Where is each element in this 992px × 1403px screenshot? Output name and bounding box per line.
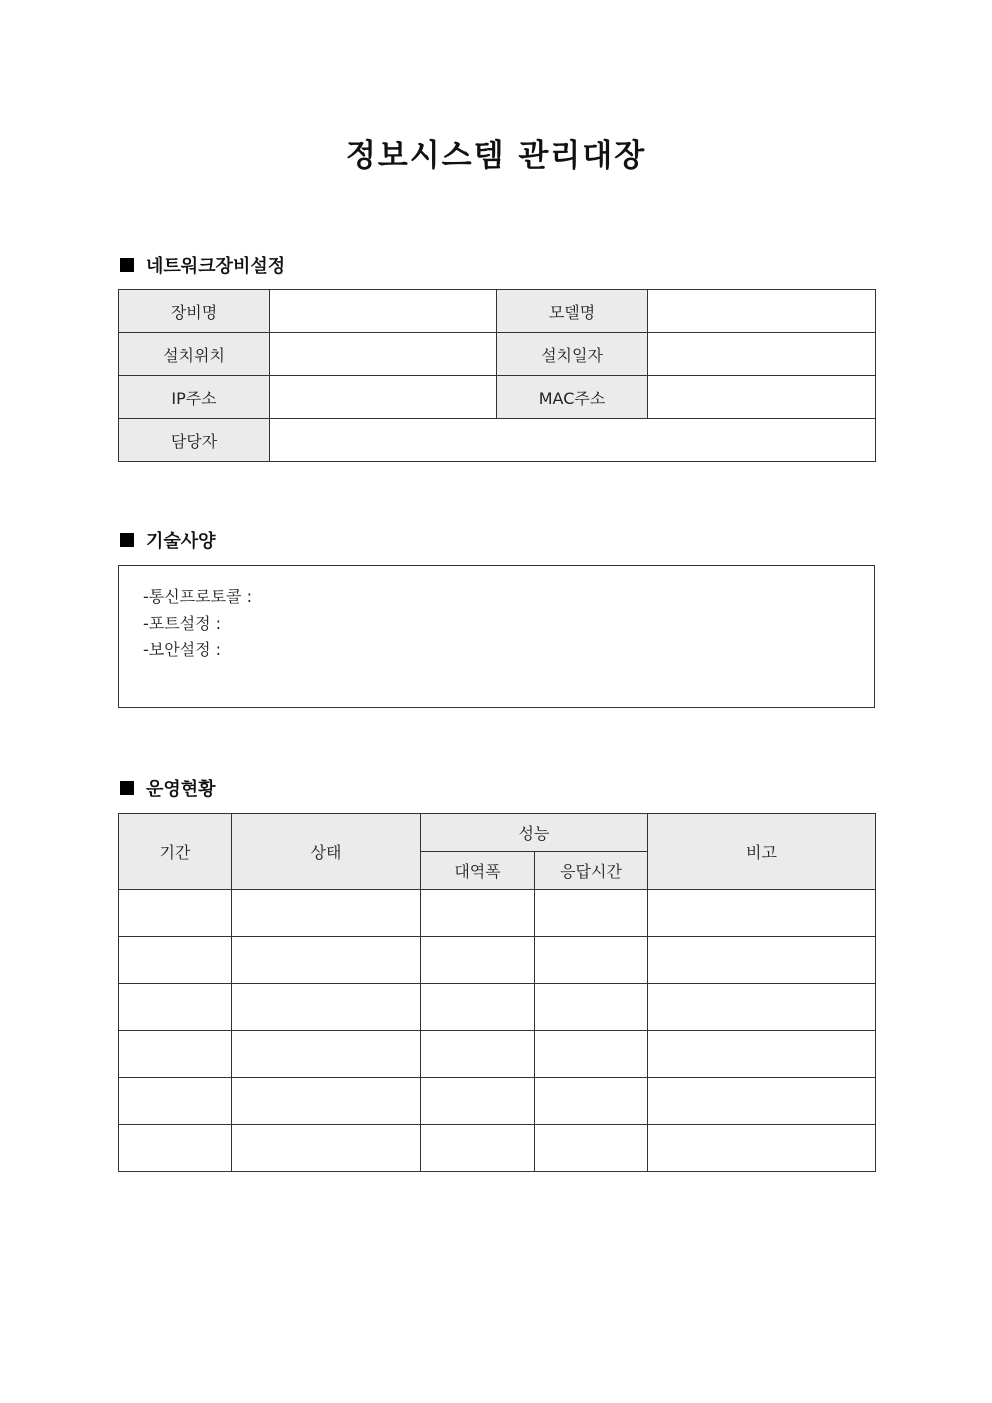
spec-line-protocol: -통신프로토콜 :: [143, 587, 252, 606]
header-status: 상태: [232, 814, 421, 890]
section-heading-operations: [120, 776, 216, 800]
header-performance: 성능: [421, 814, 648, 852]
section-heading-label: 네트워크장비설정: [146, 256, 286, 277]
cell-response-time[interactable]: [535, 1078, 648, 1125]
cell-bandwidth[interactable]: [421, 1031, 535, 1078]
cell-remarks[interactable]: [648, 937, 876, 984]
field-ip[interactable]: [270, 376, 497, 419]
section-heading-label: 운영현황: [146, 779, 216, 800]
cell-response-time[interactable]: [535, 984, 648, 1031]
cell-status[interactable]: [232, 1031, 421, 1078]
cell-remarks[interactable]: [648, 1125, 876, 1172]
cell-period[interactable]: [119, 1125, 232, 1172]
square-bullet-icon: [120, 781, 134, 795]
cell-period[interactable]: [119, 890, 232, 937]
square-bullet-icon: [120, 533, 134, 547]
cell-bandwidth[interactable]: [421, 1078, 535, 1125]
cell-bandwidth[interactable]: [421, 890, 535, 937]
cell-response-time[interactable]: [535, 937, 648, 984]
cell-response-time[interactable]: [535, 1031, 648, 1078]
cell-period[interactable]: [119, 1078, 232, 1125]
section-heading-equipment: [120, 253, 285, 277]
cell-period[interactable]: [119, 937, 232, 984]
spec-line-port: -포트설정 :: [143, 614, 222, 633]
cell-period[interactable]: [119, 1031, 232, 1078]
label-manager: 담당자: [119, 419, 270, 462]
spec-line-security: -보안설정 :: [143, 640, 222, 659]
cell-response-time[interactable]: [535, 1125, 648, 1172]
document-title: 정보시스템 관리대장: [345, 138, 647, 174]
label-model-name: 모델명: [497, 290, 648, 333]
cell-status[interactable]: [232, 937, 421, 984]
cell-status[interactable]: [232, 984, 421, 1031]
section-heading-label: 기술사양: [146, 531, 216, 552]
equipment-table: [118, 289, 876, 462]
field-mac[interactable]: [648, 376, 876, 419]
label-location: 설치위치: [119, 333, 270, 376]
header-response-time: 응답시간: [535, 852, 648, 890]
header-bandwidth: 대역폭: [421, 852, 535, 890]
cell-remarks[interactable]: [648, 984, 876, 1031]
label-ip: IP주소: [119, 376, 270, 419]
field-location[interactable]: [270, 333, 497, 376]
cell-status[interactable]: [232, 890, 421, 937]
cell-bandwidth[interactable]: [421, 984, 535, 1031]
cell-bandwidth[interactable]: [421, 937, 535, 984]
field-model-name[interactable]: [648, 290, 876, 333]
cell-status[interactable]: [232, 1078, 421, 1125]
section-heading-specs: [120, 528, 216, 552]
cell-period[interactable]: [119, 984, 232, 1031]
field-manager[interactable]: [270, 419, 876, 462]
cell-bandwidth[interactable]: [421, 1125, 535, 1172]
cell-status[interactable]: [232, 1125, 421, 1172]
cell-response-time[interactable]: [535, 890, 648, 937]
field-install-date[interactable]: [648, 333, 876, 376]
header-period: 기간: [119, 814, 232, 890]
header-remarks: 비고: [648, 814, 876, 890]
operations-table: [118, 813, 876, 1172]
label-mac: MAC주소: [497, 376, 648, 419]
cell-remarks[interactable]: [648, 1031, 876, 1078]
cell-remarks[interactable]: [648, 1078, 876, 1125]
label-install-date: 설치일자: [497, 333, 648, 376]
label-device-name: 장비명: [119, 290, 270, 333]
field-device-name[interactable]: [270, 290, 497, 333]
cell-remarks[interactable]: [648, 890, 876, 937]
specs-box: [118, 565, 875, 708]
square-bullet-icon: [120, 258, 134, 272]
